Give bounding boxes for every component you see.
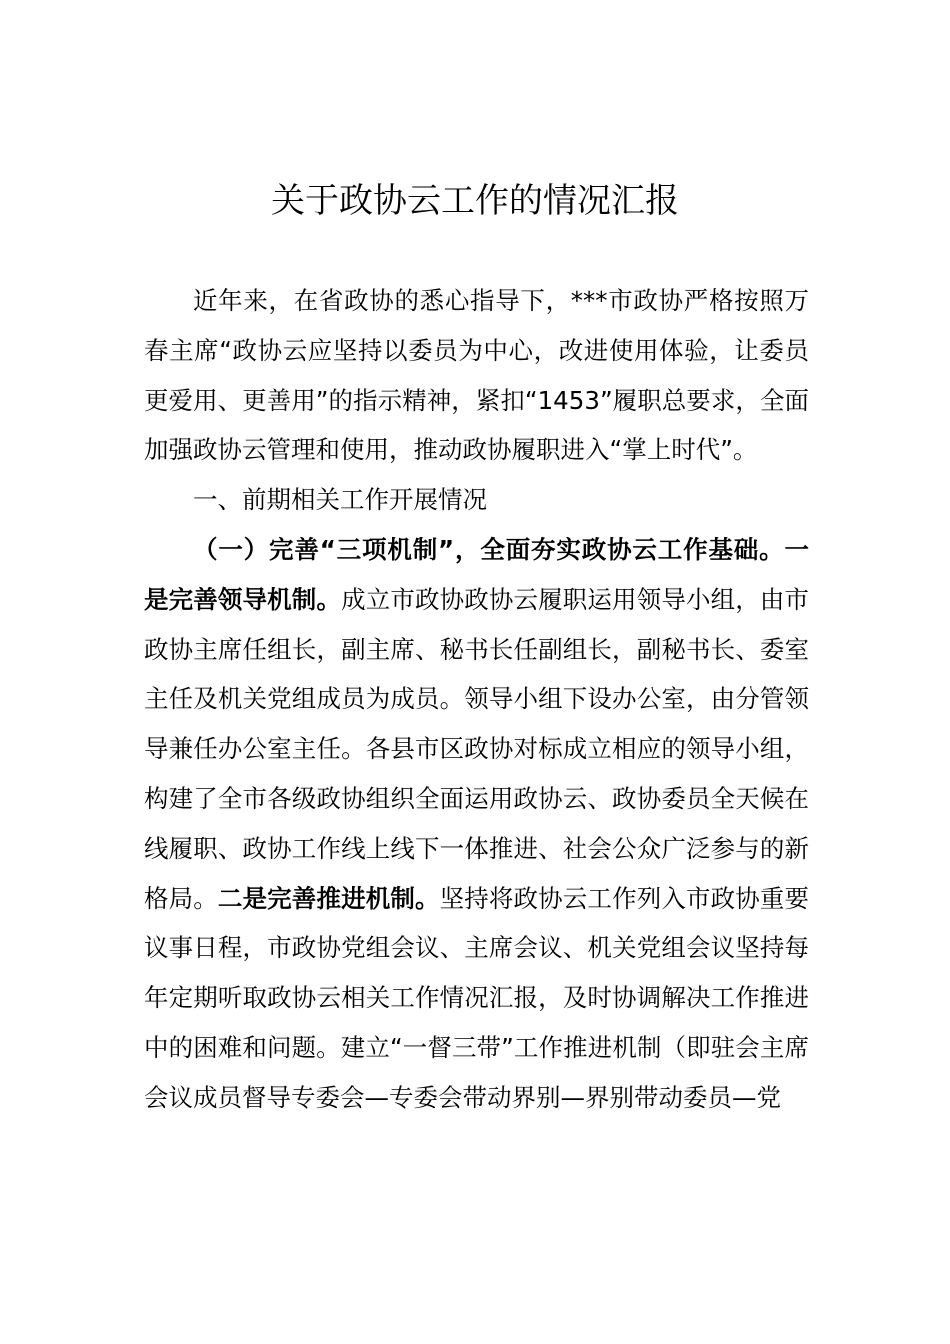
point-two-label: 二是完善推进机制。 <box>217 883 440 913</box>
point-two-text: 坚持将政协云工作列入市政协重要议事日程，市政协党组会议、主席会议、机关党组会议坚持每年定期听取政协云相关工作情况汇报，及时协调解决工作推进中的困难和问题。建立“一督三带”工作推进机制（即驻会主席会议成员督导专委会—专委会带动界别—界别带动委员—党 <box>144 883 810 1112</box>
document-body <box>144 276 809 1123</box>
subsection-one-paragraph <box>144 525 809 1123</box>
section-one-heading: 一、前期相关工作开展情况 <box>193 485 487 515</box>
point-one-text: 成立市政协政协云履职运用领导小组，由市政协主席任组长，副主席、秘书长任副组长，副秘书长、委室主任及机关党组成员为成员。领导小组下设办公室，由分管领导兼任办公室主任。各县市区政协对标成立相应的领导小组，构建了全市各级政协组织全面运用政协云、政协委员全天候在线履职、政协工作线上线下一体推进、社会公众广泛参与的新格局。 <box>144 584 809 913</box>
point-one-label: 一是完善领导机制。 <box>144 534 809 614</box>
intro-paragraph: 近年来，在省政协的悉心指导下，***市政协严格按照万春主席“政协云应坚持以委员为中心，改进使用体验，让委员更爱用、更善用”的指示精神，紧扣“1453”履职总要求，全面加强政协云管理和使用，推动政协履职进入“掌上时代”。 <box>144 286 809 465</box>
subsection-one-heading: （一）完善“三项机制”，全面夯实政协云工作基础。 <box>193 534 785 564</box>
document-title: 关于政协云工作的情况汇报 <box>271 181 679 221</box>
